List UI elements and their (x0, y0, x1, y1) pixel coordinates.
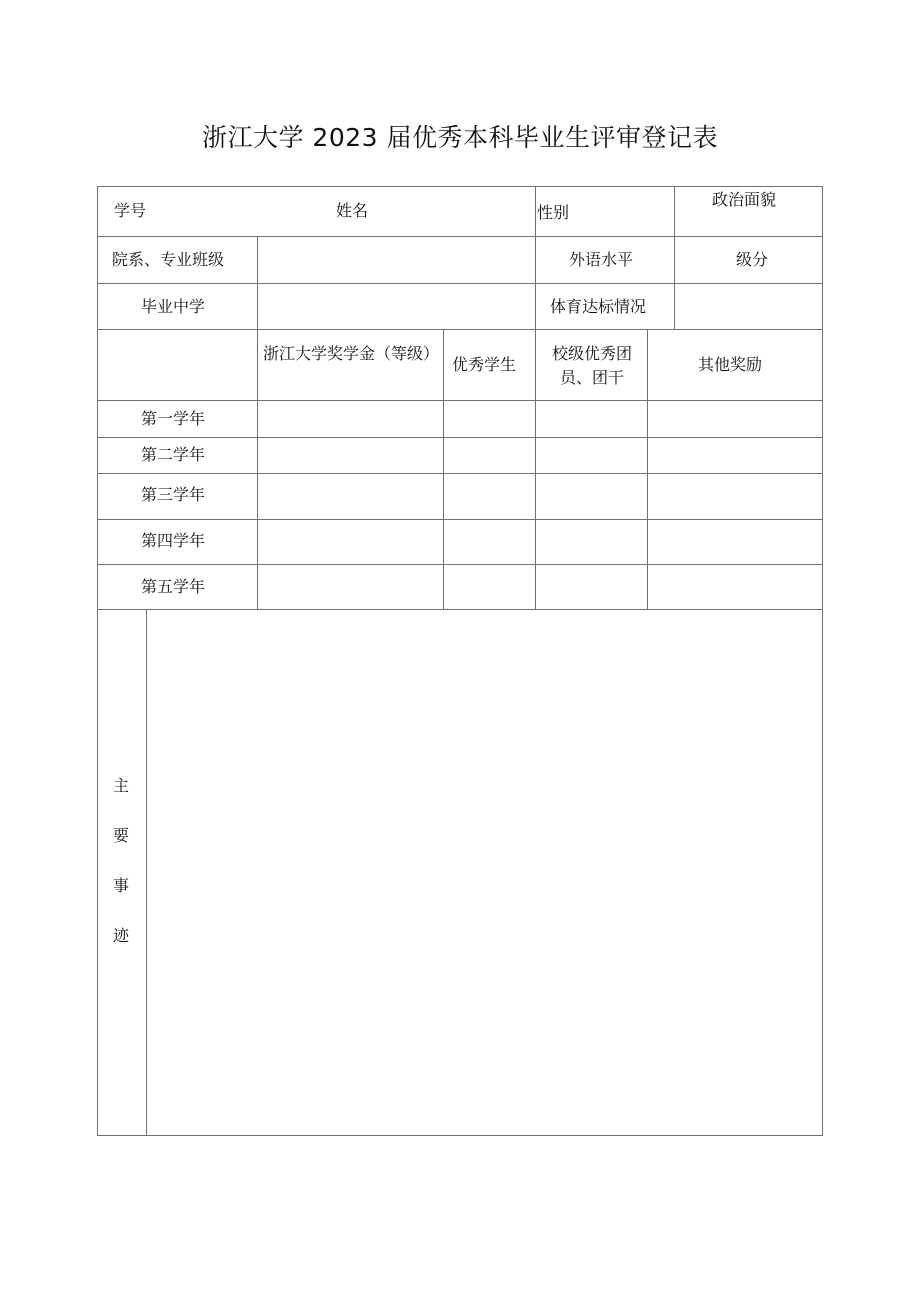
graduated-school-field[interactable] (258, 284, 534, 329)
grid-line (535, 329, 536, 609)
label-college-major-class: 院系、专业班级 (112, 250, 225, 269)
grid-line (97, 186, 98, 1136)
year-label-4: 第四学年 (141, 531, 206, 550)
deeds-label-char: 要 (112, 826, 129, 845)
main-deeds-field[interactable] (147, 610, 822, 1135)
label-student-id: 学号 (114, 201, 147, 220)
year-label-3: 第三学年 (141, 485, 206, 504)
league-member-cell[interactable] (536, 401, 647, 437)
header-league-member: 校级优秀团员、团干 (551, 344, 632, 387)
label-political-status: 政治面貌 (712, 190, 777, 209)
grid-line (97, 564, 823, 565)
grid-line (97, 1135, 823, 1136)
grid-line (97, 473, 823, 474)
year-label-5: 第五学年 (141, 577, 206, 596)
header-excellent-student: 优秀学生 (452, 355, 517, 374)
deeds-label-char: 事 (112, 876, 129, 895)
grid-line (97, 519, 823, 520)
grid-line (647, 329, 648, 609)
scholarship-cell[interactable] (258, 401, 443, 437)
excellent-student-cell[interactable] (444, 401, 535, 437)
grid-line (443, 329, 444, 609)
physical-fitness-field[interactable] (675, 284, 821, 329)
label-grade-score: 级分 (736, 250, 769, 269)
grid-line (97, 186, 823, 187)
other-awards-cell[interactable] (648, 401, 822, 437)
page-title: 浙江大学 2023 届优秀本科毕业生评审登记表 (201, 123, 719, 152)
grid-line (97, 437, 823, 438)
year-label-1: 第一学年 (141, 409, 206, 428)
label-gender: 性别 (537, 203, 570, 222)
label-name: 姓名 (336, 201, 369, 220)
label-foreign-language: 外语水平 (569, 250, 634, 269)
college-major-class-field[interactable] (258, 237, 534, 283)
header-other-awards: 其他奖励 (698, 355, 763, 374)
header-scholarship: 浙江大学奖学金（等级） (263, 344, 440, 363)
deeds-label-char: 主 (112, 776, 129, 795)
year-label-2: 第二学年 (141, 445, 206, 464)
grid-line (822, 186, 823, 1136)
grid-line (535, 186, 536, 236)
deeds-label (109, 774, 133, 974)
grid-line (535, 236, 536, 329)
grid-line (97, 329, 823, 330)
label-physical-fitness: 体育达标情况 (550, 297, 647, 316)
label-graduated-school: 毕业中学 (141, 297, 206, 316)
deeds-label-char: 迹 (112, 926, 129, 945)
political-status-field[interactable] (689, 214, 819, 234)
registration-form-table (97, 186, 823, 1136)
